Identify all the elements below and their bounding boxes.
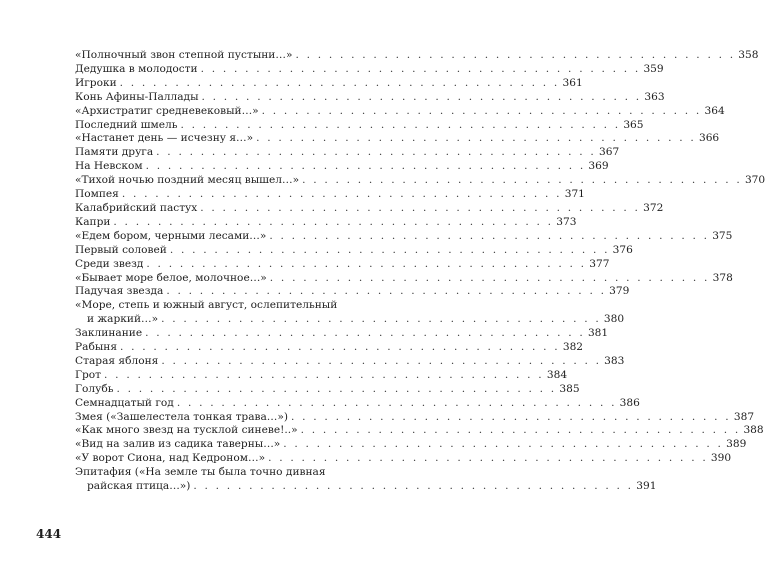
toc-entry-page: 388 — [743, 424, 764, 437]
toc-entry — [75, 243, 633, 258]
toc-entry — [75, 146, 620, 160]
toc-entry — [75, 327, 609, 341]
toc-entry — [75, 257, 610, 272]
toc-leader-dots: . . . . . . . . . . . . . . . . . . . . . . . . . . . . . . . . . . . . . . . . — [169, 243, 610, 256]
toc-entry-page: 359 — [643, 62, 664, 75]
toc-entry-page: 361 — [562, 76, 583, 89]
toc-entry-page: 376 — [612, 243, 633, 256]
toc-entry — [75, 118, 644, 133]
toc-entry — [75, 174, 765, 188]
toc-entry-title: Памяти друга — [75, 146, 154, 159]
toc-entry-title: Игроки — [75, 76, 117, 89]
toc-entry — [75, 285, 630, 299]
toc-leader-dots: . . . . . . . . . . . . . . . . . . . . . . . . . . . . . . . . . . . . . . . . — [283, 438, 724, 451]
toc-entry-title: Первый соловей — [75, 243, 167, 256]
toc-entry — [75, 271, 733, 286]
toc-entry-title-line2: и жаркий…» — [87, 313, 159, 326]
toc-entry-page: 367 — [599, 146, 620, 159]
toc-entry — [75, 188, 585, 202]
toc-entry-title-line1: Эпитафия («На земле ты была точно дивная — [75, 466, 326, 479]
toc-entry-title: Старая яблоня — [75, 354, 159, 367]
table-of-contents — [75, 49, 765, 494]
toc-leader-dots: . . . . . . . . . . . . . . . . . . . . . . . . . . . . . . . . . . . . . . . . — [161, 313, 601, 326]
toc-leader-dots: . . . . . . . . . . . . . . . . . . . . . . . . . . . . . . . . . . . . . . . . — [201, 90, 642, 103]
toc-entry — [75, 452, 732, 466]
toc-entry-title: Грот — [75, 368, 102, 381]
toc-leader-dots: . . . . . . . . . . . . . . . . . . . . . . . . . . . . . . . . . . . . . . . . — [193, 480, 634, 493]
toc-entry-page: 391 — [636, 480, 657, 493]
toc-leader-dots: . . . . . . . . . . . . . . . . . . . . . . . . . . . . . . . . . . . . . . . . — [295, 49, 736, 61]
toc-entry-title: На Невском — [75, 160, 143, 173]
toc-entry-continuation — [75, 480, 657, 494]
toc-leader-dots: . . . . . . . . . . . . . . . . . . . . . . . . . . . . . . . . . . . . . . . . — [121, 188, 562, 201]
toc-entry-page: 364 — [704, 104, 725, 117]
toc-leader-dots: . . . . . . . . . . . . . . . . . . . . . . . . . . . . . . . . . . . . . . . . — [291, 410, 731, 423]
toc-leader-dots: . . . . . . . . . . . . . . . . . . . . . . . . . . . . . . . . . . . . . . . . — [156, 146, 596, 159]
page-number: 444 — [36, 527, 62, 541]
toc-entry — [75, 438, 747, 452]
toc-leader-dots: . . . . . . . . . . . . . . . . . . . . . . . . . . . . . . . . . . . . . . . . — [200, 62, 641, 75]
toc-entry-title: Рабыня — [75, 341, 117, 354]
toc-entry-title: Заклинание — [75, 327, 143, 340]
toc-leader-dots: . . . . . . . . . . . . . . . . . . . . . . . . . . . . . . . . . . . . . . . . — [269, 229, 710, 242]
toc-entry-page: 381 — [587, 327, 609, 340]
toc-entry-title: «У ворот Сиона, над Кедроном…» — [75, 452, 266, 465]
toc-leader-dots: . . . . . . . . . . . . . . . . . . . . . . . . . . . . . . . . . . . . . . . . — [145, 160, 586, 173]
toc-entry-page: 378 — [712, 271, 733, 284]
toc-entry-title: Падучая звезда — [75, 285, 164, 298]
toc-entry-title: Дедушка в молодости — [75, 62, 198, 75]
toc-entry — [75, 354, 625, 369]
toc-entry — [75, 229, 733, 244]
toc-entry-title: «Тихой ночью поздний месяц вышел…» — [75, 174, 300, 187]
toc-entry-page: 387 — [733, 410, 755, 423]
toc-entry-page: 379 — [609, 285, 630, 298]
toc-leader-dots: . . . . . . . . . . . . . . . . . . . . . . . . . . . . . . . . . . . . . . . . — [256, 132, 696, 145]
toc-entry — [75, 215, 577, 230]
toc-entry-page: 373 — [556, 215, 577, 228]
toc-leader-dots: . . . . . . . . . . . . . . . . . . . . . . . . . . . . . . . . . . . . . . . . — [104, 368, 544, 381]
toc-entry-title: Капри — [75, 215, 111, 228]
toc-leader-dots: . . . . . . . . . . . . . . . . . . . . . . . . . . . . . . . . . . . . . . . . — [161, 354, 602, 367]
toc-entry — [75, 49, 759, 63]
toc-entry-page: 375 — [712, 229, 733, 242]
toc-entry-page: 385 — [559, 382, 580, 395]
toc-entry — [75, 382, 580, 397]
toc-entry — [75, 90, 665, 105]
toc-entry — [75, 466, 657, 494]
toc-leader-dots: . . . . . . . . . . . . . . . . . . . . . . . . . . . . . . . . . . . . . . . . — [268, 452, 708, 465]
toc-entry — [75, 396, 640, 411]
toc-entry — [75, 62, 664, 77]
toc-entry-page: 366 — [698, 132, 720, 145]
toc-leader-dots: . . . . . . . . . . . . . . . . . . . . . . . . . . . . . . . . . . . . . . . . — [200, 201, 641, 214]
toc-leader-dots: . . . . . . . . . . . . . . . . . . . . . . . . . . . . . . . . . . . . . . . . — [119, 76, 560, 89]
toc-entry-page: 370 — [744, 174, 765, 187]
toc-leader-dots: . . . . . . . . . . . . . . . . . . . . . . . . . . . . . . . . . . . . . . . . — [120, 341, 560, 354]
toc-entry-title: «Как много звезд на тусклой синеве!..» — [75, 424, 298, 437]
toc-entry — [75, 410, 755, 425]
toc-entry — [75, 132, 720, 146]
toc-entry-title: Конь Афины-Паллады — [75, 90, 199, 103]
toc-entry-title: Голубь — [75, 382, 114, 395]
toc-leader-dots: . . . . . . . . . . . . . . . . . . . . . . . . . . . . . . . . . . . . . . . . — [145, 327, 585, 340]
toc-entry-page: 390 — [710, 452, 732, 465]
toc-entry-page: 365 — [623, 118, 644, 131]
toc-entry-page: 371 — [564, 188, 585, 201]
toc-entry-page: 358 — [738, 49, 759, 61]
toc-entry-page: 382 — [562, 341, 584, 354]
toc-entry-page: 372 — [643, 201, 664, 214]
toc-entry — [75, 341, 584, 355]
toc-entry-page: 380 — [603, 313, 625, 326]
toc-leader-dots: . . . . . . . . . . . . . . . . . . . . . . . . . . . . . . . . . . . . . . . . — [146, 257, 587, 270]
toc-leader-dots: . . . . . . . . . . . . . . . . . . . . . . . . . . . . . . . . . . . . . . . . — [269, 271, 710, 284]
toc-entry-title: «Едем бором, черными лесами…» — [75, 229, 267, 242]
toc-entry-page: 377 — [589, 257, 610, 270]
toc-leader-dots: . . . . . . . . . . . . . . . . . . . . . . . . . . . . . . . . . . . . . . . . — [180, 118, 621, 131]
toc-entry-title: Калабрийский пастух — [75, 201, 198, 214]
toc-leader-dots: . . . . . . . . . . . . . . . . . . . . . . . . . . . . . . . . . . . . . . . . — [261, 104, 702, 117]
toc-entry-title: «Бывает море белое, молочное…» — [75, 271, 267, 284]
toc-entry-title: Среди звезд — [75, 257, 144, 270]
toc-entry-continuation — [75, 313, 625, 327]
toc-entry — [75, 76, 583, 91]
toc-entry-title: «Вид на залив из садика таверны…» — [75, 438, 281, 451]
toc-entry-title: Помпея — [75, 188, 119, 201]
toc-leader-dots: . . . . . . . . . . . . . . . . . . . . . . . . . . . . . . . . . . . . . . . . — [176, 396, 617, 409]
toc-leader-dots: . . . . . . . . . . . . . . . . . . . . . . . . . . . . . . . . . . . . . . . . — [166, 285, 607, 298]
toc-entry — [75, 299, 625, 327]
toc-entry-title-line1: «Море, степь и южный август, ослепительный — [75, 299, 338, 312]
toc-entry — [75, 368, 568, 383]
toc-entry-title: «Настанет день — исчезну я…» — [75, 132, 254, 145]
toc-entry-title-line2: райская птица…») — [87, 480, 191, 493]
toc-entry-title: Змея («Зашелестела тонкая трава…») — [75, 410, 289, 423]
toc-leader-dots: . . . . . . . . . . . . . . . . . . . . . . . . . . . . . . . . . . . . . . . . — [116, 382, 557, 395]
toc-entry — [75, 424, 764, 438]
toc-entry-page: 383 — [604, 354, 625, 367]
toc-leader-dots: . . . . . . . . . . . . . . . . . . . . . . . . . . . . . . . . . . . . . . . . — [300, 424, 741, 437]
toc-entry — [75, 201, 664, 216]
toc-entry-page: 363 — [644, 90, 665, 103]
toc-entry-page: 384 — [546, 368, 568, 381]
toc-entry-page: 389 — [726, 438, 747, 451]
toc-leader-dots: . . . . . . . . . . . . . . . . . . . . . . . . . . . . . . . . . . . . . . . . — [302, 174, 742, 187]
toc-entry-page: 386 — [619, 396, 640, 409]
toc-entry-title: «Архистратиг средневековый…» — [75, 104, 259, 117]
toc-entry-title: Последний шмель — [75, 118, 178, 131]
toc-entry — [75, 160, 609, 174]
toc-entry-page: 369 — [588, 160, 609, 173]
toc-entry-title: «Полночный звон степной пустыни…» — [75, 49, 293, 61]
toc-entry — [75, 104, 725, 119]
toc-leader-dots: . . . . . . . . . . . . . . . . . . . . . . . . . . . . . . . . . . . . . . . . — [113, 215, 554, 228]
toc-entry-title: Семнадцатый год — [75, 396, 174, 409]
